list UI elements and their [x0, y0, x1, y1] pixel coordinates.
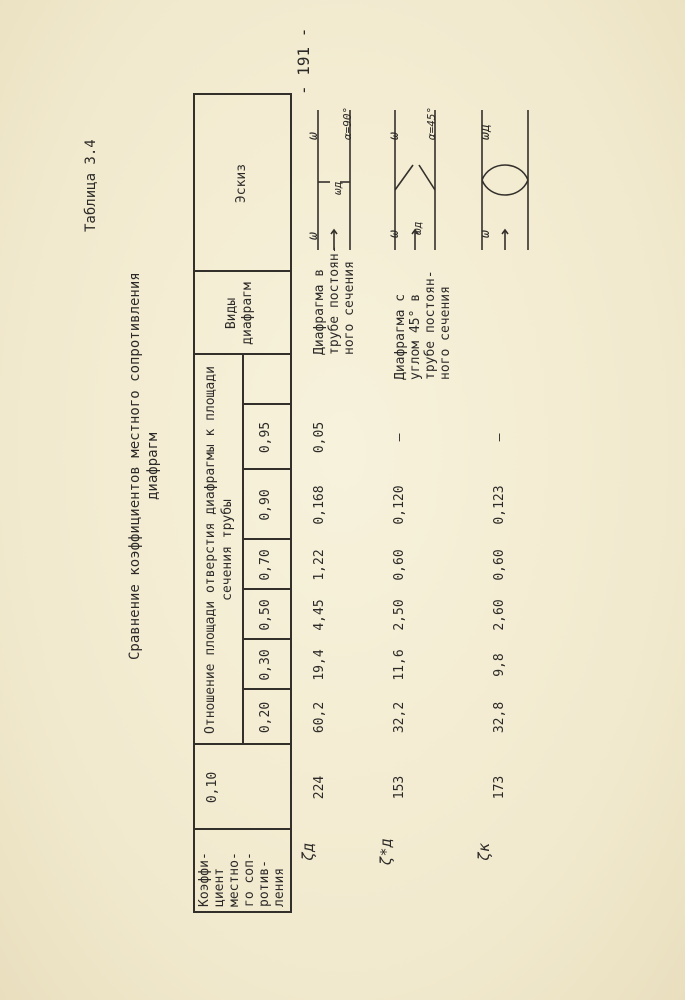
sketch-label-omega: ω — [478, 230, 493, 238]
value-cell: – — [492, 433, 507, 442]
ratio-0-20: 0,20 — [258, 701, 273, 734]
row-coef: ζ*д — [377, 838, 395, 866]
row-coef: ζк — [475, 842, 493, 862]
value-cell: 32,8 — [492, 701, 507, 734]
sketch-label-omega: ω — [387, 230, 402, 238]
value-cell: 4,45 — [312, 599, 327, 631]
header-coef-line: местно- — [227, 852, 242, 907]
page-number: - 191 - — [294, 27, 313, 95]
sketch-label-omega-d: ωд — [411, 221, 424, 235]
diaphragm-type: Диафрагма в — [312, 268, 327, 355]
value-cell: – — [392, 433, 407, 442]
diaphragm-type: ного сечения — [438, 286, 453, 380]
value-cell: 0,05 — [312, 421, 327, 454]
header-ratio-line: Отношение площади отверстия диафрагмы к площади — [203, 366, 218, 734]
sketch-label-omega: ω — [387, 132, 402, 140]
sketch-label-omega-d: ωд — [331, 181, 344, 195]
ratio-0-30: 0,30 — [258, 649, 273, 681]
ratio-0-90: 0,90 — [258, 489, 273, 521]
value-cell: 224 — [312, 775, 327, 800]
title-line-2: диафрагм — [145, 432, 161, 500]
value-cell: 0,60 — [492, 549, 507, 581]
diaphragm-type: углом 45° в — [408, 293, 423, 380]
ratio-0-95: 0,95 — [258, 421, 273, 454]
value-cell: 2,50 — [392, 599, 407, 631]
header-coef-line: го соп- — [242, 852, 257, 907]
value-cell: 32,2 — [392, 701, 407, 734]
ratio-0-70: 0,70 — [258, 549, 273, 581]
value-cell: 2,60 — [492, 599, 507, 631]
value-cell: 11,6 — [392, 649, 407, 681]
value-cell: 0,168 — [312, 485, 327, 525]
sketch-angle: α=45° — [425, 106, 438, 140]
header-types-line: диафрагм — [240, 282, 255, 345]
value-cell: 0,123 — [492, 485, 507, 525]
value-cell: 0,120 — [392, 485, 407, 525]
diaphragm-type: трубе постоян- — [423, 270, 438, 380]
value-cell: 0,60 — [392, 549, 407, 581]
ratio-0-50: 0,50 — [258, 599, 273, 631]
header-coef-line: ления — [272, 867, 287, 907]
value-cell: 1,22 — [312, 549, 327, 581]
diaphragm-type: трубе постоян- — [327, 245, 342, 355]
value-cell: 173 — [492, 775, 507, 800]
sketch-angle: α=90° — [341, 106, 354, 140]
header-coef-line: циент — [212, 867, 227, 907]
value-cell: 9,8 — [492, 653, 507, 677]
sketch-label-omega: ω — [306, 132, 321, 140]
row-coef: ζд — [299, 842, 317, 862]
diaphragm-type: Диафрагма с — [393, 293, 408, 380]
ratio-0-10: 0,10 — [205, 771, 220, 804]
sketch-label-omega-d: ωд — [478, 124, 493, 140]
sketch-label-omega: ω — [306, 232, 321, 240]
diaphragm-type: ного сечения — [342, 261, 357, 355]
title-line-1: Сравнение коэффициентов местного сопротивления — [127, 272, 143, 660]
table-label: Таблица 3.4 — [83, 139, 99, 232]
value-cell: 60,2 — [312, 701, 327, 734]
header-coef-line: Коэффи- — [197, 852, 212, 907]
header-coef-line: ротив- — [257, 860, 272, 907]
value-cell: 19,4 — [312, 649, 327, 681]
header-ratio-line: сечения трубы — [220, 499, 235, 601]
header-sketch: Эскиз — [234, 163, 249, 204]
value-cell: 153 — [392, 775, 407, 800]
header-types-line: Виды — [224, 297, 239, 330]
